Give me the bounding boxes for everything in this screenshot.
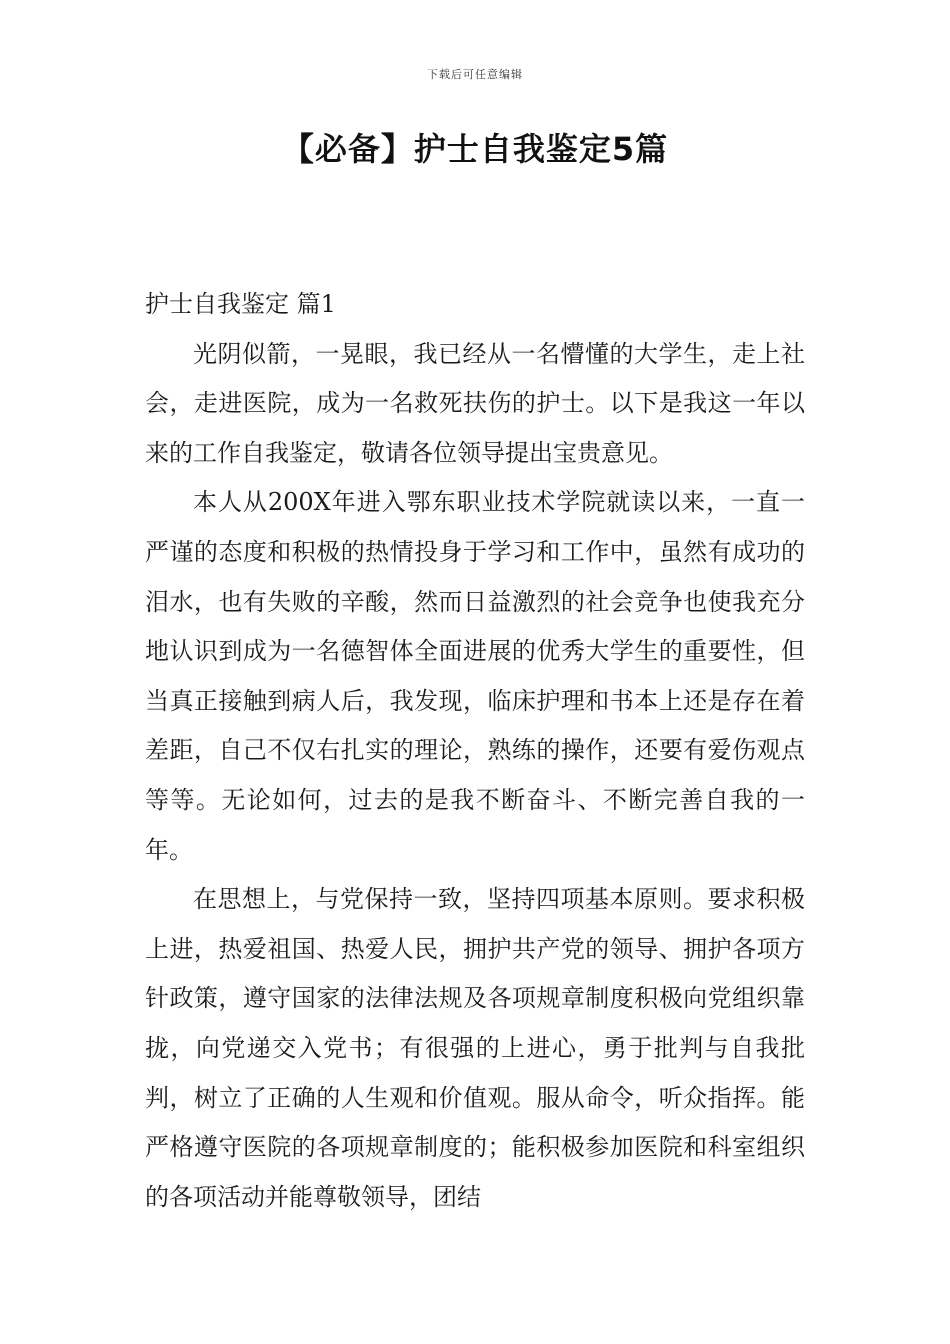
document-title: 【必备】护士自我鉴定5篇	[281, 130, 669, 168]
header-note: 下载后可任意编辑	[427, 68, 523, 81]
paragraph-1: 光阴似箭，一晃眼，我已经从一名懵懂的大学生，走上社会，走进医院，成为一名救死扶伤的护士。以下是我这一年以来的工作自我鉴定，敬请各位领导提出宝贵意见。	[145, 339, 805, 467]
paragraph-3: 在思想上，与党保持一致，坚持四项基本原则。要求积极上进，热爱祖国、热爱人民，拥护共产党的领导、拥护各项方针政策，遵守国家的法律法规及各项规章制度积极向党组织靠拢，向党递交入党书；有很强的上进心，勇于批判与自我批判，树立了正确的人生观和价值观。服从命令，听众指挥。能严格遵守医院的各项规章制度的；能积极参加医院和科室组织的各项活动并能尊敬领导，团结	[145, 885, 805, 1211]
section-heading: 护士自我鉴定 篇1	[145, 290, 336, 318]
paragraph-2: 本人从200X年进入鄂东职业技术学院就读以来，一直一严谨的态度和积极的热情投身于学习和工作中，虽然有成功的泪水，也有失败的辛酸，然而日益激烈的社会竞争也使我充分地认识到成为一名德智体全面进展的优秀大学生的重要性，但当真正接触到病人后，我发现，临床护理和书本上还是存在着差距，自己不仅右扎实的理论，熟练的操作，还要有爱伤观点等等。无论如何，过去的是我不断奋斗、不断完善自我的一年。	[145, 488, 805, 864]
document-body	[145, 280, 805, 1222]
